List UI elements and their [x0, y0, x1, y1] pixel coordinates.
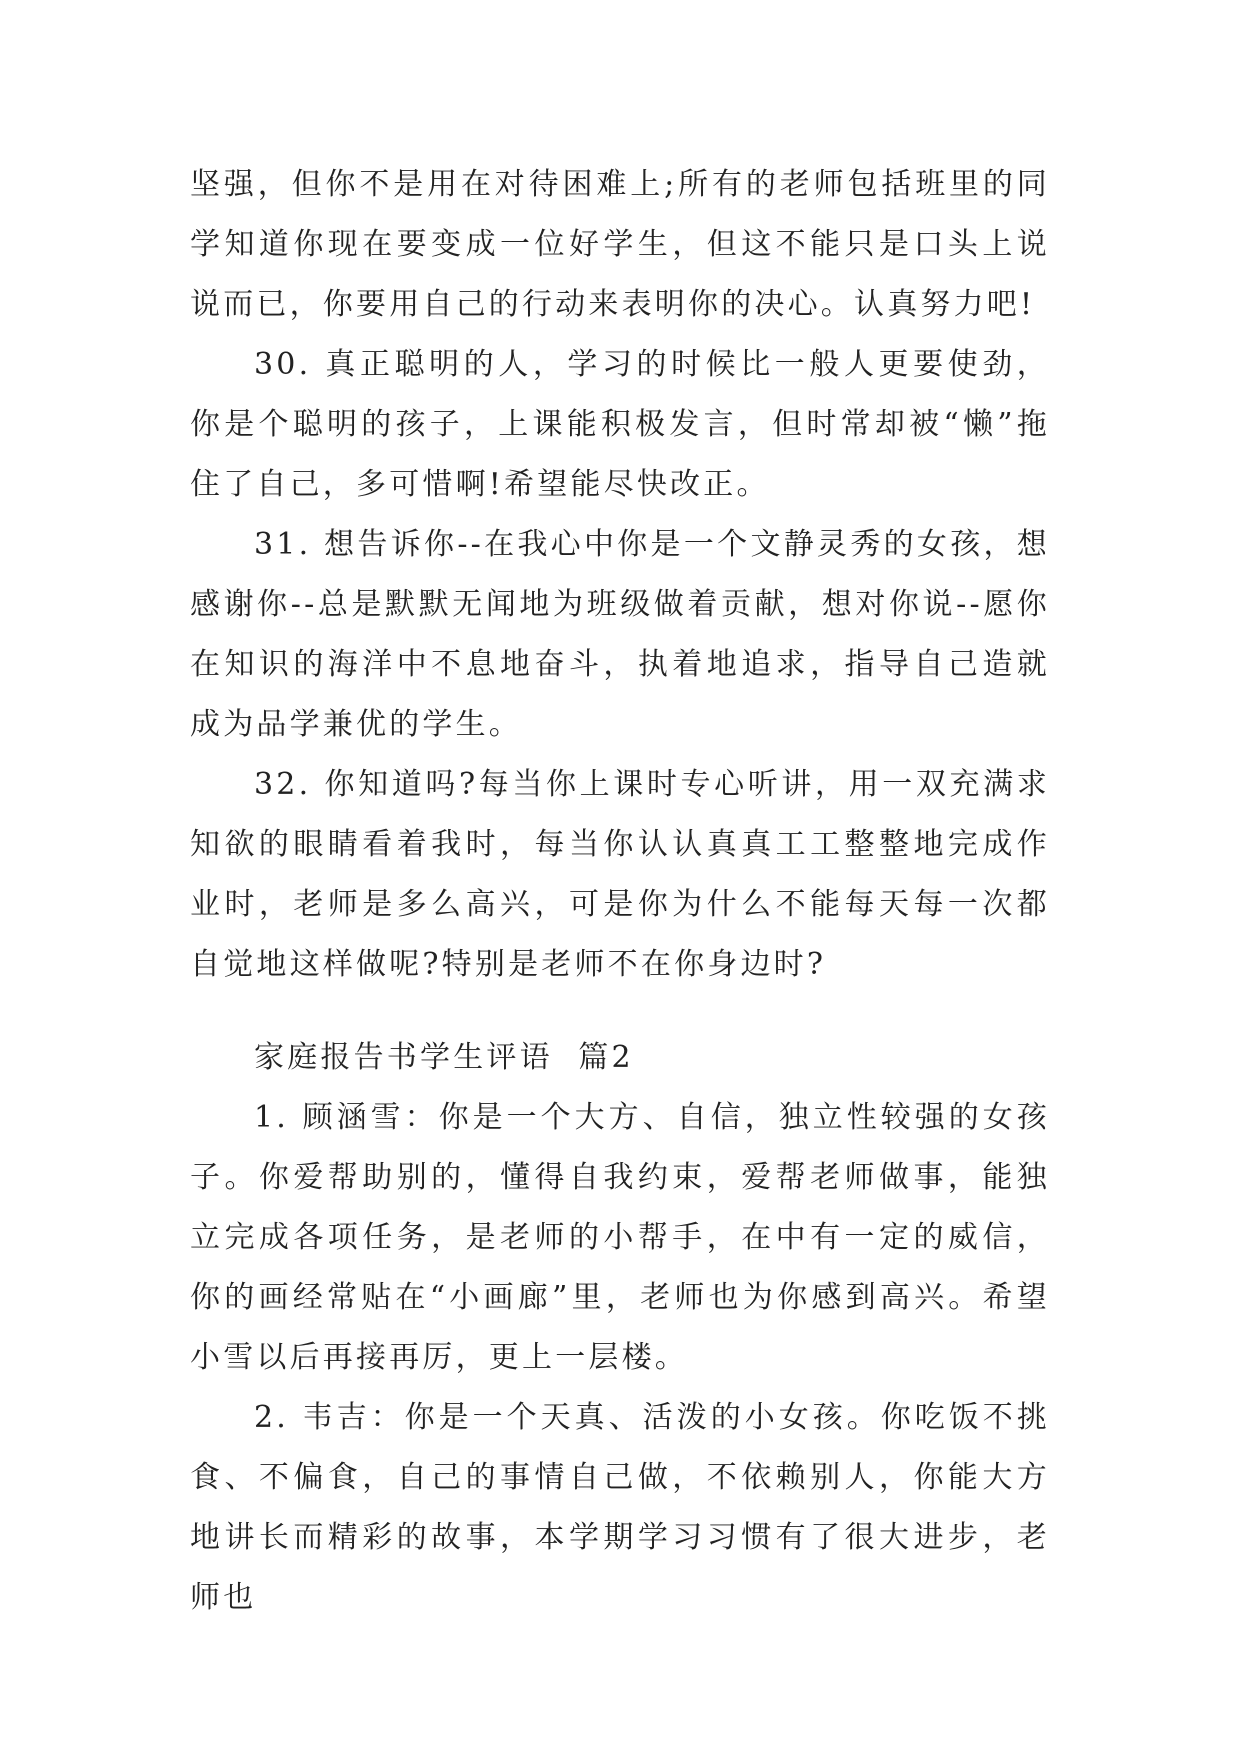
section-heading: 家庭报告书学生评语 篇2 — [254, 1040, 634, 1075]
paragraph-continuation: 坚强，但你不是用在对待困难上;所有的老师包括班里的同学知道你现在要变成一位好学生，但这不能只是口头上说说而已，你要用自己的行动来表明你的决心。认真努力吧! — [190, 167, 1050, 322]
comment-item-1: 1. 顾涵雪：你是一个大方、自信，独立性较强的女孩子。你爱帮助别的，懂得自我约束，爱帮老师做事，能独立完成各项任务，是老师的小帮手，在中有一定的威信，你的画经常贴在“小画廊”里，老师也为你感到高兴。希望小雪以后再接再厉，更上一层楼。 — [190, 1100, 1050, 1375]
comment-list-part1 — [190, 155, 1050, 995]
comment-item-31: 31. 想告诉你--在我心中你是一个文静灵秀的女孩，想感谢你--总是默默无闻地为班级做着贡献，想对你说--愿你在知识的海洋中不息地奋斗，执着地追求，指导自己造就成为品学兼优的学生。 — [190, 527, 1050, 742]
comment-item-2: 2. 韦吉：你是一个天真、活泼的小女孩。你吃饭不挑食、不偏食，自己的事情自己做，不依赖别人，你能大方地讲长而精彩的故事，本学期学习习惯有了很大进步，老师也 — [190, 1400, 1050, 1615]
comment-item-32: 32. 你知道吗?每当你上课时专心听讲，用一双充满求知欲的眼睛看着我时，每当你认认真真工工整整地完成作业时，老师是多么高兴，可是你为什么不能每天每一次都自觉地这样做呢?特别是老师不在你身边时? — [190, 767, 1050, 982]
comment-list-part2 — [190, 1028, 1050, 1628]
comment-item-30: 30. 真正聪明的人，学习的时候比一般人更要使劲，你是个聪明的孩子，上课能积极发言，但时常却被“懒”拖住了自己，多可惜啊!希望能尽快改正。 — [190, 347, 1050, 502]
